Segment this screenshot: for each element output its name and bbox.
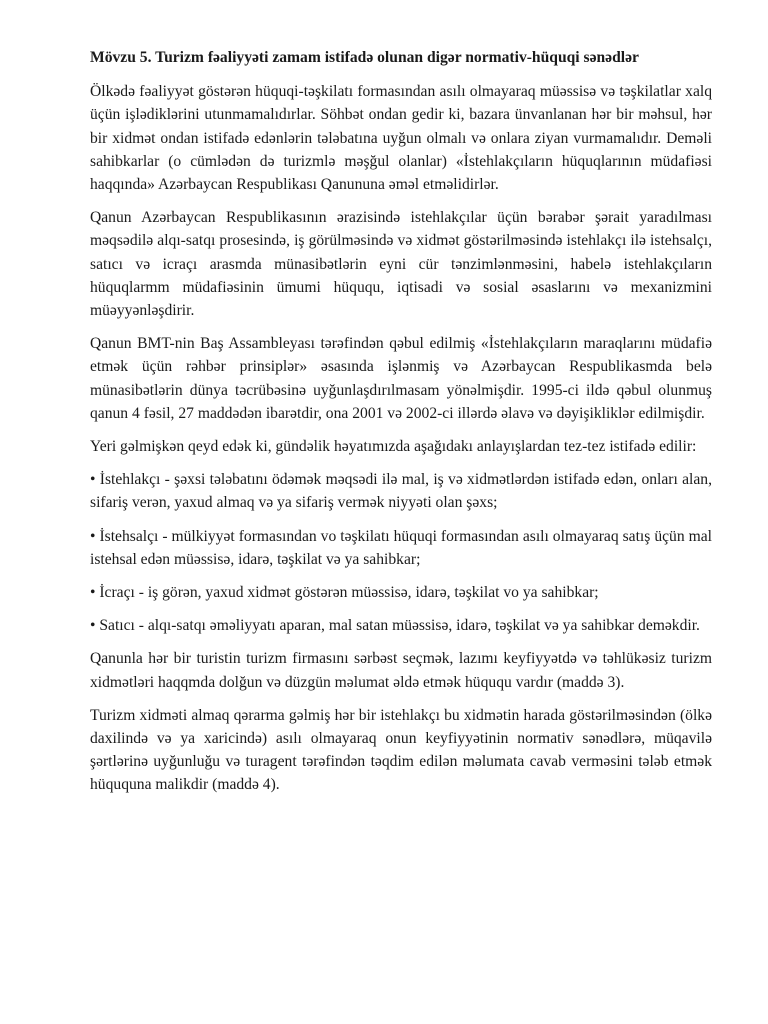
document-title: Mövzu 5. Turizm fəaliyyəti zamam istifadə olunan digər normativ-hüquqi sənədlər xyxy=(90,49,639,66)
definition-consumer: • İstehlakçı - şəxsi tələbatını ödəmək məqsədi ilə mal, iş və xidmətlərdən istifadə edən, onları alan, sifariş verən, yaxud almaq və ya sifariş vermək niyyəti olan şəxs; xyxy=(90,471,712,512)
definition-performer: • İcraçı - iş görən, yaxud xidmət göstərən müəssisə, idarə, təşkilat vo ya sahibkar; xyxy=(90,584,599,602)
definition-producer: • İstehsalçı - mülkiyyət formasından vo təşkilatı hüquqi formasından asılı olmayaraq satış üçün mal istehsal edən müəssisə, idarə, təşkilat və ya sahibkar; xyxy=(90,527,712,568)
paragraph-law-origin: Qanun BMT-nin Baş Assambleyası tərəfindən qəbul edilmiş «İstehlakçıların maraqlarını müdafiə etmək üçün rəhbər prinsiplər» əsasında işlənmiş və Azərbaycan Respublikasmda belə münasibətlərin dünya təcrübəsinə uyğunlaşdırılmasam yönəlmişdir. 1995-ci ildə qəbul olunmuş qanun 4 fəsil, 27 maddədən ibarətdir, ona 2001 və 2002-ci illərdə əlavə və dəyişikliklər edilmişdir. xyxy=(90,335,712,422)
paragraph-definitions-intro: Yeri gəlmişkən qeyd edək ki, gündəlik həyatımızda aşağıdakı anlayışlardan tez-tez istifadə edilir: xyxy=(90,438,697,456)
definition-seller: • Satıcı - alqı-satqı əməliyyatı aparan, mal satan müəssisə, idarə, təşkilat və ya sahibkar deməkdir. xyxy=(90,617,700,635)
paragraph-article-3: Qanunla hər bir turistin turizm firmasını sərbəst seçmək, lazımı keyfiyyətdə və təhlükəsiz turizm xidmətləri haqqmda dolğun və düzgün məlumat əldə etmək hüququ vardır (maddə 3). xyxy=(90,650,712,691)
paragraph-article-4: Turizm xidməti almaq qərarma gəlmiş hər bir istehlakçı bu xidmətin harada göstərilməsindən (ölkə daxilində və ya xaricində) asılı olmayaraq onun keyfiyyətinin normativ sənədlərə, müqavilə şərtlərinə uyğunluğu və turagent tərəfindən təqdim edilən məlumata cavab verməsini tələb etmək hüququna malikdir (maddə 4). xyxy=(90,706,712,794)
paragraph-law-scope: Qanun Azərbaycan Respublikasının ərazisində istehlakçılar üçün bərabər şərait yaradılması məqsədilə alqı-satqı prosesində, iş görülməsində və xidmət göstərilməsində istehlakçı ilə istehsalçı, satıcı və icraçı arasmda münasibətlərin eyni cür tənzimlənməsini, habelə istehlakçıların hüquqlarmm müdafiəsinin ümumi hüququ, iqtisadi və sosial əsaslarını və mexanizmini müəyyənləşdirir. xyxy=(90,209,712,320)
paragraph-intro: Ölkədə fəaliyyət göstərən hüquqi-təşkilatı formasından asılı olmayaraq müəssisə və təşkilatlar xalq üçün işlədiklərini utunmamalıdırlar. Söhbət ondan gedir ki, bazara ünvanlanan hər bir məhsul, hər bir xidmət ondan istifadə edənlərin tələbatına uyğun olmalı və onlara ziyan vurmamalıdır. Deməli sahibkarlar (o cümlədən də turizmlə məşğul olanlar) «İstehlakçıların hüquqlarının müdafiəsi haqqında» Azərbaycan Respublikası Qanununa əməl etməlidirlər. xyxy=(90,83,712,194)
